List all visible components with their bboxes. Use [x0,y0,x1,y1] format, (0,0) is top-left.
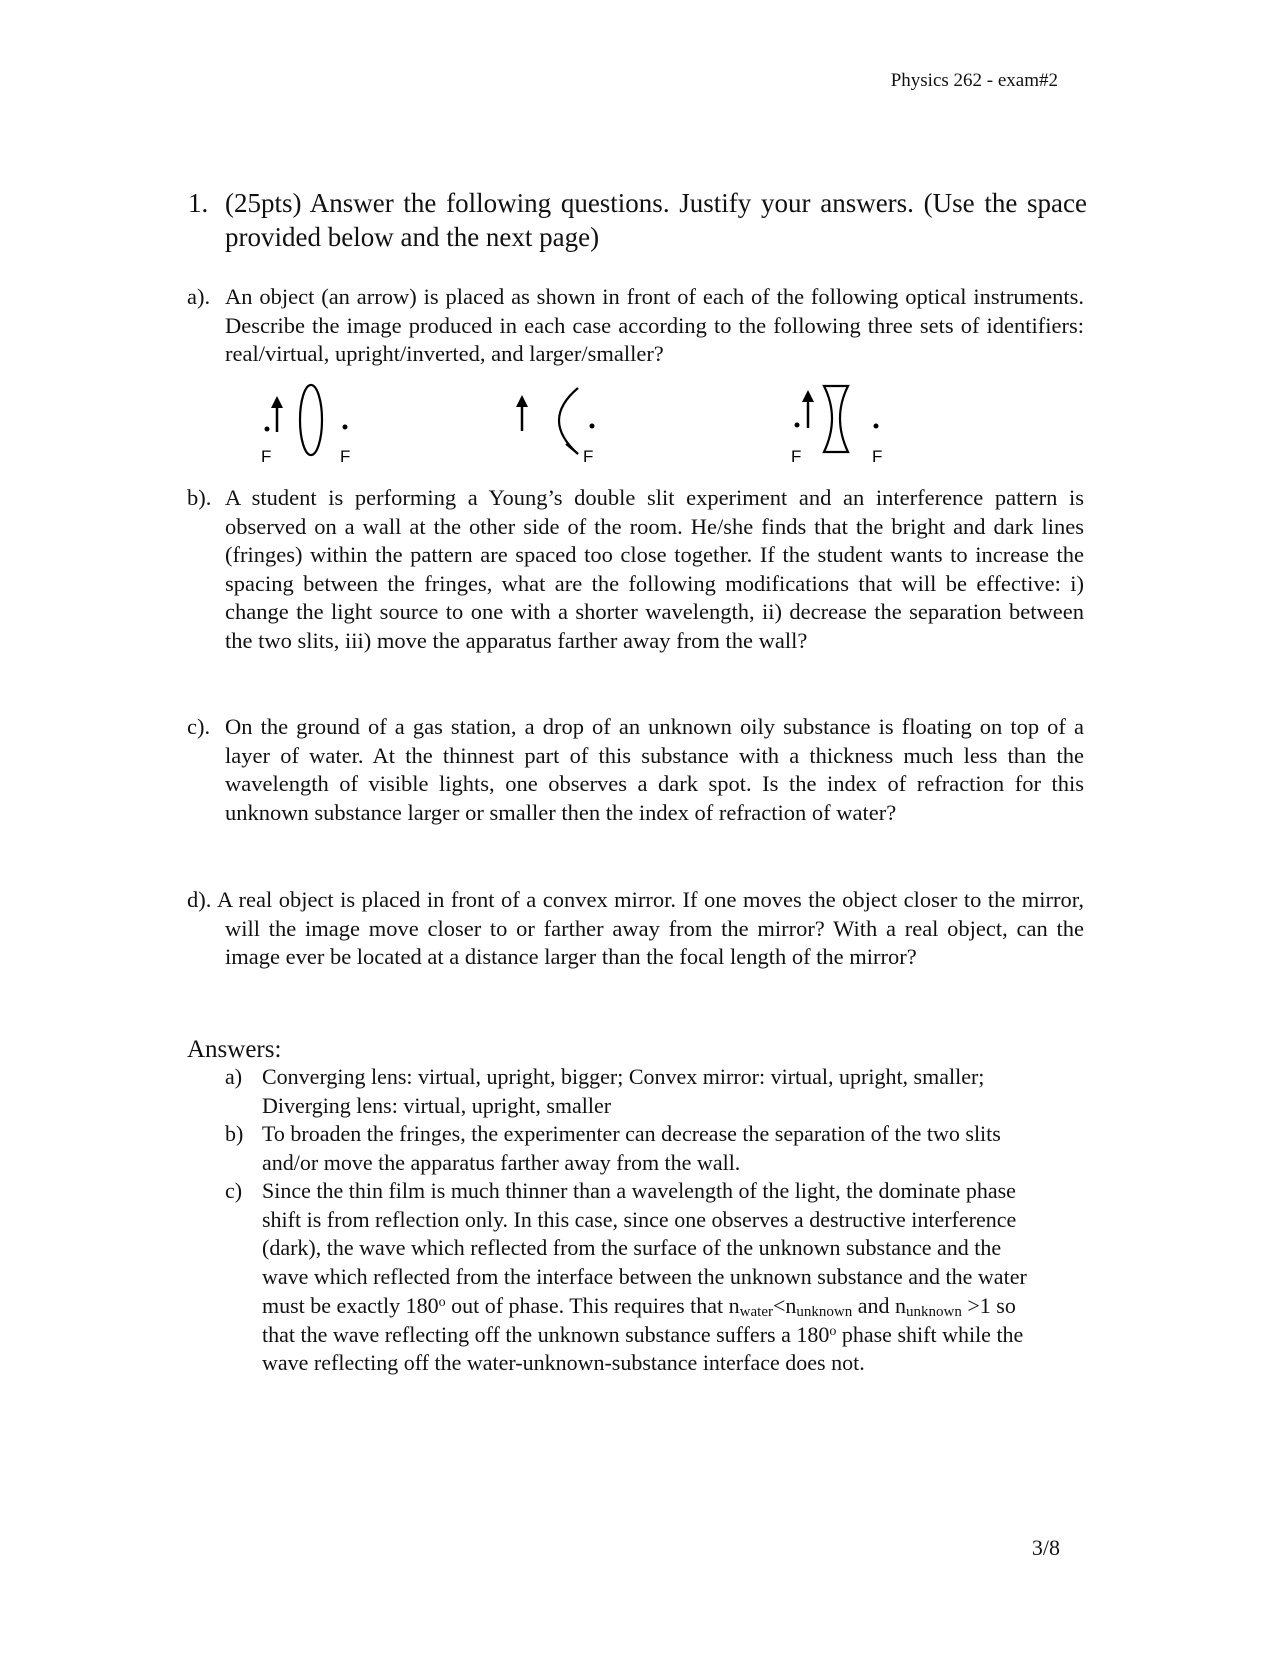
part-a-text: An object (an arrow) is placed as shown in front of each of the following optical instruments. Describe the image produced in each case according to the following three sets of identifiers: real/virtual, upright/inverted, and larger/smaller? [225,284,1084,367]
page-header: Physics 262 - exam#2 [890,70,1058,91]
answer-b-text: To broaden the fringes, the experimenter can decrease the separation of the two slits and/or move the apparatus farther away from the wall. [262,1121,1001,1175]
diverging-lens-icon [824,386,848,452]
focal-point-dot-right [874,424,879,429]
answer-a-label: a) [225,1064,243,1089]
part-c [187,713,1087,858]
object-arrow-icon [271,396,283,432]
part-d [187,886,1087,1001]
part-d-text: A real object is placed in front of a convex mirror. If one moves the object closer to the mirror, will the image move closer to or farther away from the mirror? With a real object, can the image ever be located at a distance larger than the focal length of the mirror? [217,887,1084,970]
focal-label-left: F [261,447,272,466]
page-number: 3/8 [1031,1535,1060,1560]
focal-label-right: F [872,447,883,466]
mirror-tick [566,444,578,454]
convex-mirror-icon [559,388,578,454]
part-b-text: A student is performing a Young’s double slit experiment and an interference pattern is observed on a wall at the other side of the room. He/she finds that the bright and dark lines (fringes) within the pattern are spaced too close together. If the student wants to increase the spacing between the fringes, what are the following modifications that will be effective: i) change the light source to one with a shorter wavelength, ii) decrease the separation between the two slits, iii) move the apparatus farther away from the wall? [225,485,1084,653]
converging-lens-icon [300,385,322,455]
focal-point-dot-left [265,427,270,432]
object-arrow-icon [516,395,528,431]
answer-a-text: Converging lens: virtual, upright, bigger; Convex mirror: virtual, upright, smaller; Diverging lens: virtual, upright, smaller [262,1064,985,1118]
part-d-label: d). [187,887,212,912]
diverging-lens-diagram [791,386,882,466]
focal-point-dot-right [343,425,348,430]
focal-label-left: F [791,447,802,466]
answer-a [225,1063,1085,1123]
focal-label-mirror: F [583,447,594,466]
answer-b [225,1120,1085,1180]
part-b [187,484,1087,684]
part-b-label: b). [187,485,212,510]
answer-c-text: Since the thin film is much thinner than a wavelength of the light, the dominate phase shift is from reflection only. In this case, since one observes a destructive interference (dark), the wave which reflected from the surface of the unknown substance and the wave which reflected from the interface between the unknown substance and the water must be exactly 180$^o$ out of phase. This requires that $n_{water}<n_{unknown}$ and $n_{unknown} >1$ so that the wave reflecting off the unknown substance suffers a 180$^o$ phase shift while the wave reflecting off the water-unknown-substance interface does not. [262,1178,1027,1376]
part-c-text: On the ground of a gas station, a drop of an unknown oily substance is floating on top of a layer of water. At the thinnest part of this substance with a thickness much less than the wavelength of visible lights, one observes a dark spot. Is the index of refraction for this unknown substance larger or smaller then the index of refraction of water? [225,714,1084,825]
convex-mirror-diagram [516,388,595,466]
focal-point-dot-left [795,423,800,428]
answers-heading: Answers: [187,1036,282,1063]
part-c-label: c). [187,714,211,739]
answer-c-label: c) [225,1178,243,1203]
optics-diagrams [240,378,920,468]
focal-point-dot-mirror [590,424,595,429]
question-text: (25pts) Answer the following questions. Justify your answers. (Use the space provided below and the next page) [225,188,1087,252]
part-a-label: a). [187,284,211,309]
part-a [187,283,1087,373]
answer-b-label: b) [225,1121,244,1146]
answer-c [225,1177,1085,1407]
question-number: 1. [188,188,209,218]
focal-label-right: F [340,447,351,466]
converging-lens-diagram [261,385,350,466]
object-arrow-icon [802,390,814,428]
